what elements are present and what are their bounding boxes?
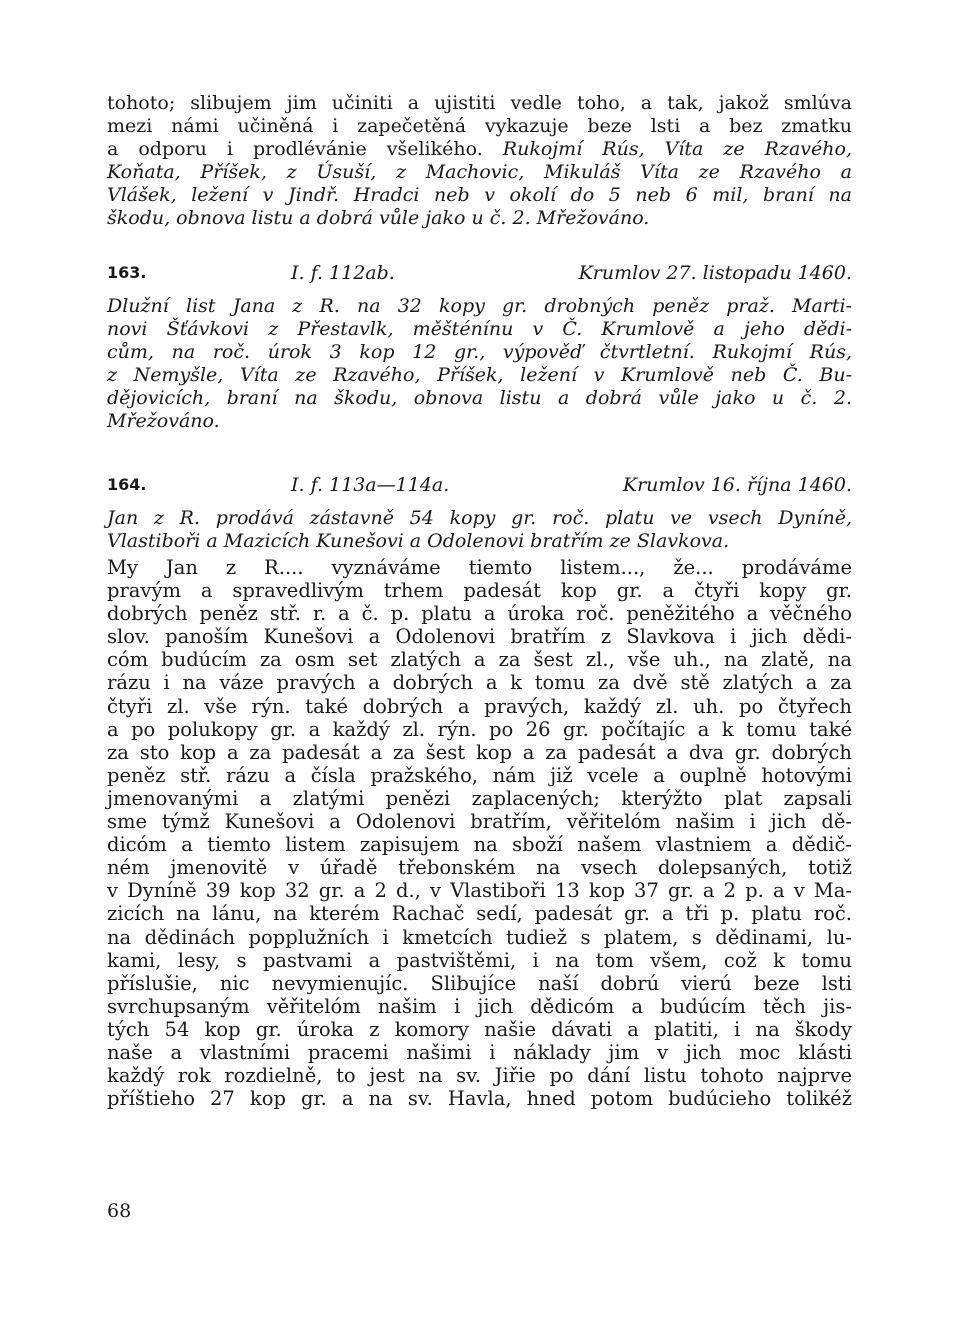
text-line: Jan z R. prodává zástavně 54 kopy gr. roč. platu ve vsech Dyníně,: [107, 507, 852, 529]
text-line: sme týmž Kunešovi a Odolenovi bratřím, věřitelóm našim i jich dě-: [107, 810, 852, 834]
text-line: tohoto; slibujem jim učiniti a ujistiti vedle toho, a tak, jakož smlúva: [107, 92, 852, 114]
text-line: tých 54 kop gr. úroka z komory našie dávati a platiti, i na škody: [107, 1017, 852, 1041]
text-line: a po polukopy gr. a každý zl. rýn. po 26 gr. počítajíc a k tomu také: [107, 717, 852, 741]
text-run-italic: Rukojmí Rús, Víta ze Rzavého,: [502, 138, 853, 160]
text-line: [107, 138, 852, 161]
text-run: a odporu i prodlévánie všelikého.: [107, 138, 503, 160]
intro-paragraph: [107, 92, 852, 230]
text-line: rázu i na váze pravých a dobrých a k tomu za dvě stě zlatých a za: [107, 671, 852, 695]
entry-number: 164.: [107, 475, 147, 494]
text-line: příštieho 27 kop gr. a na sv. Havla, hned potom budúcieho tolikéž: [107, 1087, 852, 1111]
folio-reference: I. f. 113a—114a.: [291, 474, 450, 496]
text-line: pravým a spravedlivým trhem padesát kop gr. a čtyři kopy gr.: [107, 579, 852, 603]
text-line: My Jan z R.... vyznáváme tiemto listem..., že... prodáváme: [107, 556, 852, 579]
entry-text-164: [107, 556, 852, 1110]
text-line: dicóm a tiemto listem zapisujem na sboží našem vlastniem a dědič-: [107, 833, 852, 857]
text-line: za sto kop a za padesát a za šest kop a za padesát a dva gr. dobrých: [107, 740, 852, 764]
text-line: mezi námi učiněná i zapečetěná vykazuje beze lsti a bez zmatku: [107, 115, 852, 137]
place-date: Krumlov 16. října 1460.: [622, 474, 852, 496]
text-line: naše a vlastními pracemi našimi i náklady jim v jich moc klásti: [107, 1040, 852, 1064]
text-line: peněz stř. rázu a čísla pražského, nám již vcele a ouplně hotovými: [107, 763, 852, 787]
entry-header-164: [107, 473, 852, 497]
text-line: v Dyníně 39 kop 32 gr. a 2 d., v Vlastiboři 13 kop 37 gr. a 2 p. a v Ma-: [107, 879, 852, 903]
text-line: dějovicích, braní na škodu, obnova listu a dobrá vůle jako u č. 2.: [107, 387, 852, 409]
entry-summary-163: [107, 295, 852, 433]
text-line: svrchupsaným věřitelóm našim i jich dědicóm a budúcím těch jis-: [107, 994, 852, 1018]
text-line: z Nemyšle, Víta ze Rzavého, Příšek, ležení v Krumlově neb Č. Bu-: [107, 364, 852, 386]
page-number: 68: [107, 1200, 132, 1222]
text-line: zicích na lánu, na kterém Rachač sedí, padesát gr. a tři p. platu roč.: [107, 902, 852, 926]
text-line: Vlášek, ležení v Jindř. Hradci neb v okolí do 5 neb 6 mil, braní na: [107, 184, 852, 206]
text-line: Vlastiboři a Mazicích Kunešovi a Odolenovi bratřím ze Slavkova.: [107, 530, 730, 552]
document-page: [107, 92, 852, 1110]
text-line: kami, lesy, s pastvami a pastvištěmi, i na tom všem, což k tomu: [107, 948, 852, 972]
text-line: čtyři zl. vše rýn. také dobrých a pravých, každý zl. uh. po čtyřech: [107, 694, 852, 718]
text-line: příslušie, nic nevymienujíc. Slibujíce naší dobrú vierú beze lsti: [107, 971, 852, 995]
text-line: dobrých peněz stř. r. a č. p. platu a úroka roč. peněžitého a věčného: [107, 602, 852, 626]
text-line: na dědinách popplužních i kmetcích tudiež s platem, s dědinami, lu-: [107, 925, 852, 949]
text-line: ném jmenovitě v úřadě třebonském na vsech dolepsaných, totiž: [107, 856, 852, 880]
text-line: každý rok rozdielně, to jest na sv. Jiřie po dání listu tohoto najprve: [107, 1064, 852, 1088]
entry-header-163: [107, 261, 852, 285]
text-line: Mřežováno.: [107, 410, 220, 432]
text-line: škodu, obnova listu a dobrá vůle jako u č. 2. Mřežováno.: [107, 207, 650, 229]
text-line: novi Šťávkovi z Přestavlk, měšténínu v Č. Krumlově a jeho dědi-: [107, 318, 852, 340]
text-line: jmenovanými a zlatými penězi zaplacených; kterýžto plat zapsali: [107, 786, 852, 810]
text-line: cóm budúcím za osm set zlatých a za šest zl., vše uh., na zlatě, na: [107, 648, 852, 672]
entry-number: 163.: [107, 263, 147, 282]
text-line: slov. panoším Kunešovi a Odolenovi bratřím z Slavkova i jich dědi-: [107, 625, 852, 649]
place-date: Krumlov 27. listopadu 1460.: [578, 262, 852, 284]
text-line: Koňata, Příšek, z Úsuší, z Machovic, Mikuláš Víta ze Rzavého a: [107, 161, 852, 183]
entry-summary-164: [107, 507, 852, 553]
text-line: Dlužní list Jana z R. na 32 kopy gr. drobných peněz praž. Marti-: [107, 295, 852, 317]
folio-reference: I. f. 112ab.: [291, 262, 395, 284]
text-line: cům, na roč. úrok 3 kop 12 gr., výpověď čtvrtletní. Rukojmí Rús,: [107, 341, 852, 363]
